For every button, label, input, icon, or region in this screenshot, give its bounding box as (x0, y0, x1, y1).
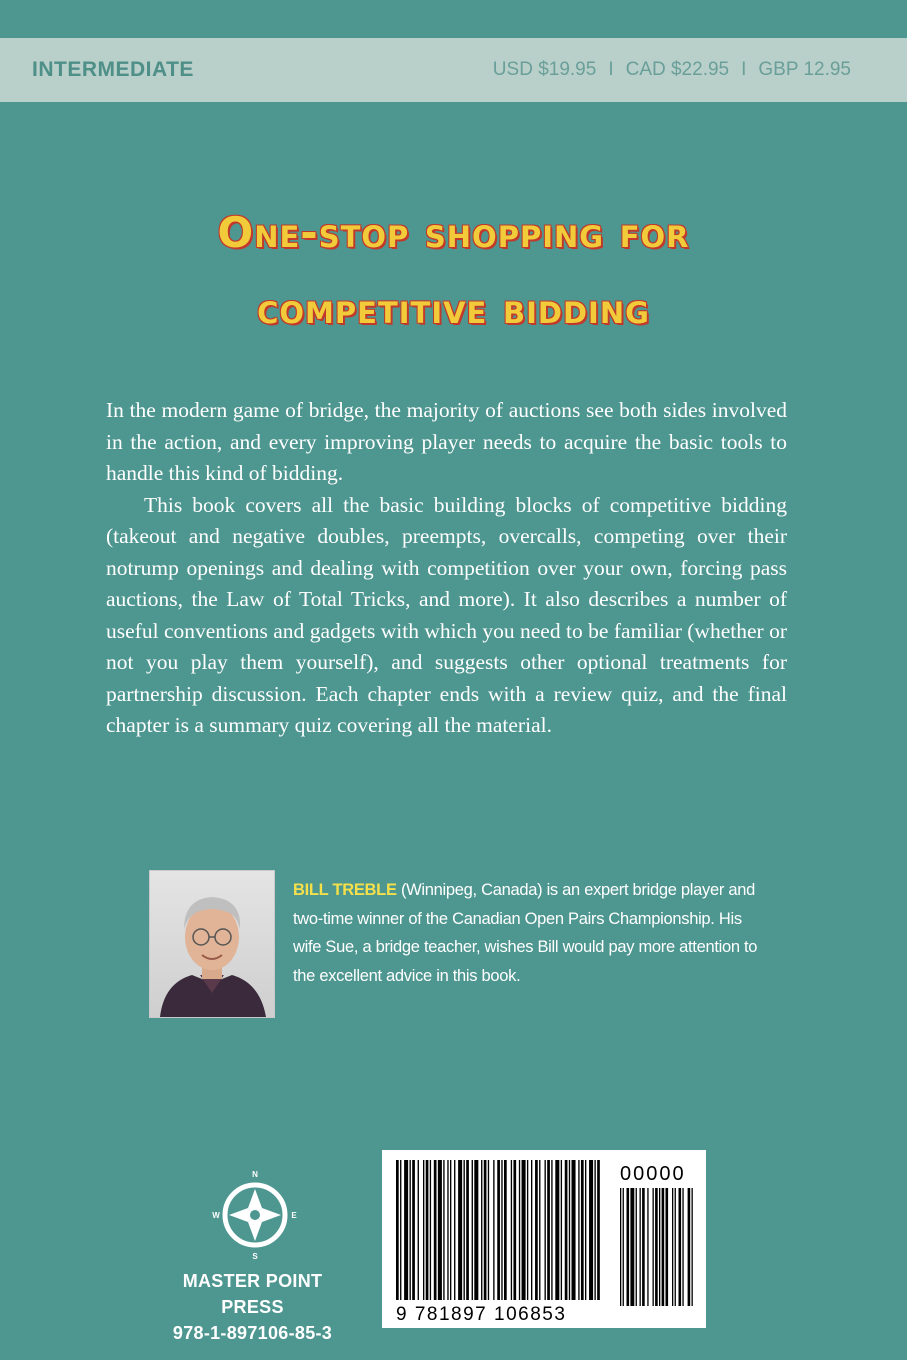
price-cad: CAD $22.95 (625, 59, 730, 80)
price-separator: I (741, 59, 747, 80)
barcode-bar (565, 1160, 568, 1300)
barcode-bar (597, 1160, 600, 1300)
barcode-bar (472, 1160, 473, 1300)
price-list (493, 59, 851, 81)
barcode-bar (561, 1160, 562, 1300)
barcode-bar (519, 1160, 520, 1300)
compass-logo-icon (205, 1165, 305, 1265)
barcode-bar (594, 1160, 595, 1300)
price-gbp: GBP 12.95 (758, 59, 851, 80)
barcode-price-code: 00000 (620, 1163, 686, 1185)
barcode-addon-bar (647, 1188, 648, 1306)
barcode-bar (569, 1160, 570, 1300)
barcode-bar (545, 1160, 546, 1300)
barcode-bar (400, 1160, 401, 1300)
barcode-bar (585, 1160, 586, 1300)
barcode-addon-bar (666, 1188, 669, 1306)
barcode-addon-bar (655, 1188, 658, 1306)
barcode-bar (434, 1160, 437, 1300)
barcode-addon-bar (636, 1188, 637, 1306)
barcode-bar (578, 1160, 579, 1300)
barcode-addon-bar (679, 1188, 682, 1306)
barcode-bar (581, 1160, 584, 1300)
reading-level: INTERMEDIATE (32, 58, 194, 81)
barcode-addon-bar (672, 1188, 673, 1306)
barcode-box (382, 1150, 706, 1328)
barcode-bar (438, 1160, 442, 1300)
description-paragraph-1: In the modern game of bridge, the majority of auctions see both sides involved in the action, and every improving player needs to acquire the basic tools to handle this kind of bidding. (106, 398, 787, 485)
barcode-addon-bar (623, 1188, 624, 1306)
barcode-digits: 9 781897 106853 (396, 1304, 567, 1325)
compass-letter-s: S (252, 1252, 258, 1261)
barcode-addon-bar (688, 1188, 691, 1306)
barcode-addon-bar (692, 1188, 693, 1306)
barcode-addon-bar (620, 1188, 621, 1306)
barcode-bar (458, 1160, 462, 1300)
barcode-addon-bar (642, 1188, 645, 1306)
barcode-addon-bar (627, 1188, 630, 1306)
barcode-bar (522, 1160, 526, 1300)
barcode-addon-bar (662, 1188, 665, 1306)
barcode-bar (547, 1160, 550, 1300)
barcode-addon-bar (653, 1188, 654, 1306)
barcode-bar (551, 1160, 552, 1300)
price-separator: I (608, 59, 614, 80)
book-description (106, 395, 787, 742)
headline-line-2: competitive bidding (257, 284, 650, 333)
barcode-addon-bar (630, 1188, 634, 1306)
barcode-bar (426, 1160, 429, 1300)
barcode-bar (488, 1160, 489, 1300)
barcode-bar (466, 1160, 469, 1300)
isbn: 978-1-897106-85-3 (172, 1323, 333, 1343)
price-usd: USD $19.95 (492, 59, 597, 80)
barcode-bar (539, 1160, 540, 1300)
barcode-bar (511, 1160, 512, 1300)
barcode-bar (527, 1160, 528, 1300)
barcode-addon-bar (682, 1188, 683, 1306)
author-name: BILL TREBLE (293, 881, 397, 899)
top-band (0, 38, 907, 102)
author-photo (149, 870, 275, 1018)
barcode-bar (404, 1160, 408, 1300)
publisher-block (150, 1268, 355, 1346)
barcode-bar (423, 1160, 424, 1300)
barcode-bar (531, 1160, 532, 1300)
barcode-bar (484, 1160, 487, 1300)
compass-letter-e: E (291, 1211, 297, 1220)
headline-line-1: One-stop shopping for (217, 208, 690, 257)
barcode-bar (513, 1160, 516, 1300)
barcode-bar (589, 1160, 593, 1300)
description-paragraph-2: This book covers all the basic building blocks of competitive bidding (takeout and negative doubles, preempts, overcalls, competing over their notrump openings and dealing with competition over your own, forcing pass auctions, the Law of Total Tricks, and more). It also describes a number of useful conventions and gadgets with which you need to be familiar (whether or not you play them yourself), and suggests other optional treatments for partnership discussion. Each chapter ends with a review quiz, and the final chapter is a summary quiz covering all the material. (106, 492, 787, 737)
barcode-bar (418, 1160, 419, 1300)
barcode-bar (501, 1160, 502, 1300)
publisher-name: MASTER POINT PRESS (182, 1271, 323, 1317)
barcode-bar (450, 1160, 451, 1300)
compass-letter-w: W (212, 1211, 220, 1220)
barcode-bar (410, 1160, 411, 1300)
barcode-bar (481, 1160, 482, 1300)
barcode-bar (497, 1160, 500, 1300)
author-portrait-image (150, 871, 274, 1017)
barcode-bar (474, 1160, 478, 1300)
author-bio (293, 876, 768, 990)
barcode-addon-bar (675, 1188, 676, 1306)
author-bio-text: (Winnipeg, Canada) is an expert bridge player and two-time winner of the Canadian Open Pairs Championship. His wife Sue, a bridge teacher, wishes Bill would pay more attention to the excellent advice in this book. (293, 881, 758, 985)
compass-letter-n: N (252, 1170, 258, 1179)
barcode-addon-bar (659, 1188, 660, 1306)
barcode-bar (454, 1160, 455, 1300)
barcode-bar (464, 1160, 465, 1300)
barcode-bar (396, 1160, 399, 1300)
barcode-bar (443, 1160, 444, 1300)
headline (0, 195, 907, 347)
barcode-bar (447, 1160, 448, 1300)
ean-bars (396, 1160, 600, 1300)
barcode-bar (535, 1160, 538, 1300)
barcode-graphic (382, 1150, 706, 1328)
barcode-bar (412, 1160, 415, 1300)
barcode-bar (493, 1160, 494, 1300)
barcode-addon-bar (640, 1188, 641, 1306)
barcode-bar (572, 1160, 576, 1300)
barcode-bar (555, 1160, 559, 1300)
barcode-bar (504, 1160, 507, 1300)
barcode-bar (430, 1160, 431, 1300)
